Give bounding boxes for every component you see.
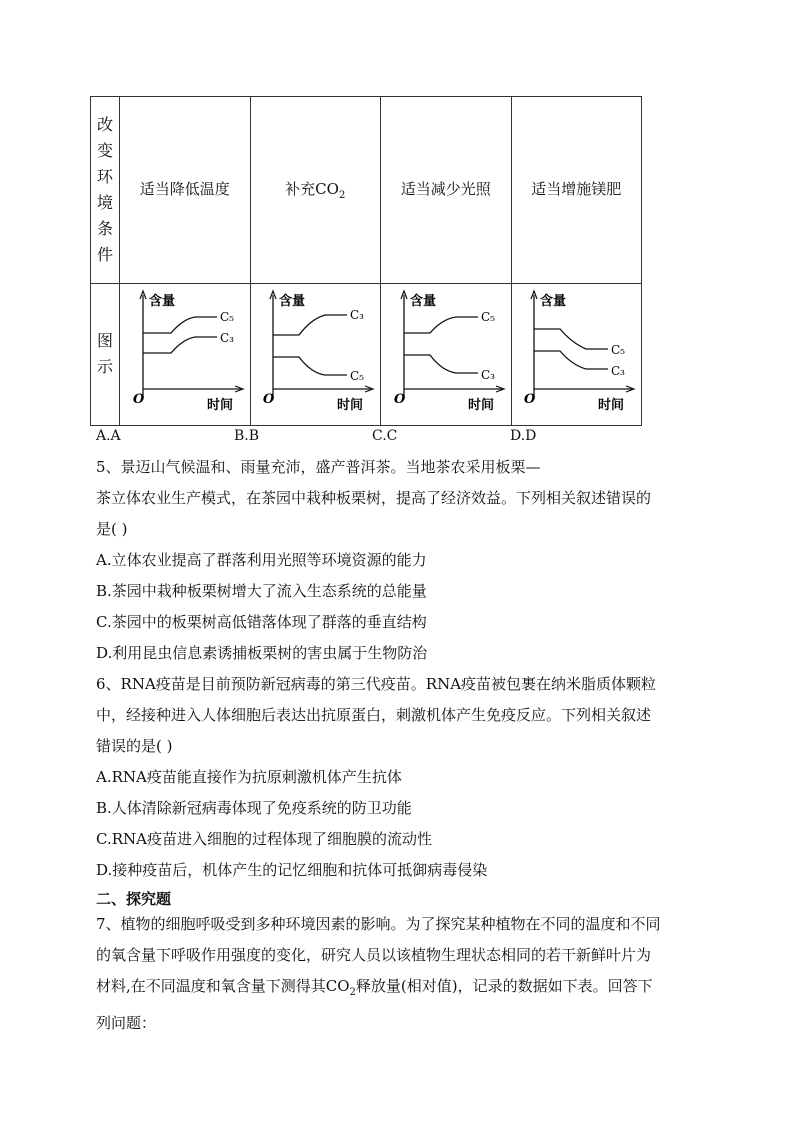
origin-label: O [393, 392, 406, 408]
row-header-char: 条 [96, 218, 113, 238]
x-axis-label: 时间 [337, 398, 364, 414]
curve-c3 [534, 351, 608, 369]
y-axis-label: 含量 [540, 294, 567, 310]
origin-label: O [263, 392, 275, 408]
condition-cell-c [381, 97, 512, 284]
section-heading: 二、探究题 [96, 890, 172, 908]
q5-option-c: C.茶园中的板栗树高低错落体现了群落的垂直结构 [96, 613, 427, 631]
q7-line: 的氧含量下呼吸作用强度的变化，研究人员以该植物生理状态相同的若干新鲜叶片为 [96, 946, 652, 964]
row-header-char: 境 [96, 192, 113, 212]
condition-cell-d [511, 97, 642, 284]
q5-stem-line: 5、景迈山气候温和、雨量充沛，盛产普洱茶。当地茶农采用板栗— [96, 458, 541, 476]
q7-sub: 2 [349, 987, 356, 998]
curve-c5 [273, 357, 347, 375]
curve-c3 [404, 355, 478, 373]
q6-option-a: A.RNA疫苗能直接作为抗原刺激机体产生抗体 [96, 768, 402, 786]
x-axis-label: 时间 [467, 398, 494, 414]
graph-cell-c [381, 283, 512, 425]
q7-line: 7、植物的细胞呼吸受到多种环境因素的影响。为了探究某种植物在不同的温度和不同 [96, 915, 661, 933]
q5-option-b: B.茶园中栽种板栗树增大了流入生态系统的总能量 [96, 582, 427, 600]
question-5 [96, 452, 706, 669]
conditions-table [90, 96, 642, 426]
condition-text: 适当减少光照 [400, 180, 491, 199]
q7-text: 释放量(相对值)，记录的数据如下表。回答下 [355, 977, 653, 995]
row-header-graphs [91, 283, 120, 425]
row-header-char: 件 [96, 244, 113, 264]
q5-option-a: A.立体农业提高了群落利用光照等环境资源的能力 [96, 551, 427, 569]
c3-label: C₃ [350, 308, 365, 323]
curve-c3 [143, 337, 217, 353]
graph-cell-b [250, 283, 381, 425]
origin-label: O [132, 392, 145, 408]
c5-label: C₅ [611, 343, 626, 358]
q5-stem-line: 是( ) [96, 520, 128, 538]
question-6 [96, 669, 706, 886]
curve-c5 [143, 317, 217, 333]
graph-cell-a [120, 283, 251, 425]
c5-label: C₅ [219, 310, 234, 325]
option-d: D.D [510, 428, 537, 444]
question-7 [96, 909, 706, 1039]
row-header-char: 改 [96, 114, 113, 134]
condition-cell-a [120, 97, 251, 284]
condition-sub: 2 [338, 190, 346, 202]
row-header-char: 变 [96, 140, 113, 160]
row-header-char: 图 [96, 331, 113, 351]
x-axis-label: 时间 [206, 398, 233, 414]
condition-cell-b [250, 97, 381, 284]
row-header-conditions [91, 97, 120, 284]
option-b: B.B [234, 428, 260, 444]
q6-stem-line: 中，经接种进入人体细胞后表达出抗原蛋白，刺激机体产生免疫反应。下列相关叙述 [96, 706, 652, 724]
q6-option-c: C.RNA疫苗进入细胞的过程体现了细胞膜的流动性 [96, 830, 432, 848]
c3-label: C₃ [480, 368, 495, 383]
graph-a [123, 285, 247, 423]
curve-c3 [273, 315, 347, 335]
curve-c5 [534, 329, 608, 349]
y-axis-label: 含量 [148, 294, 175, 310]
row-header-char: 环 [96, 166, 113, 186]
q4-options [96, 428, 656, 446]
origin-label: O [524, 392, 536, 408]
q5-stem-line: 茶立体农业生产模式，在茶园中栽种板栗树，提高了经济效益。下列相关叙述错误的 [96, 489, 652, 507]
q7-line: 列问题： [96, 1014, 157, 1032]
q6-stem-line: 6、RNA疫苗是目前预防新冠病毒的第三代疫苗。RNA疫苗被包裹在纳米脂质体颗粒 [96, 675, 657, 693]
curve-c5 [404, 317, 478, 333]
graph-cell-d [511, 283, 642, 425]
condition-text: 适当增施镁肥 [531, 180, 622, 199]
y-axis-label: 含量 [279, 294, 306, 310]
q6-option-b: B.人体清除新冠病毒体现了免疫系统的防卫功能 [96, 799, 412, 817]
c3-label: C₃ [611, 364, 626, 379]
condition-text: 补充CO [285, 180, 339, 199]
c3-label: C₃ [219, 331, 234, 346]
c5-label: C₅ [350, 369, 365, 384]
graph-d [514, 285, 638, 423]
table-row-conditions [91, 97, 642, 284]
c5-label: C₅ [480, 310, 495, 325]
y-axis-label: 含量 [409, 294, 436, 310]
option-c: C.C [372, 428, 398, 444]
q7-text: 材料,在不同温度和氧含量下测得其CO [96, 977, 350, 995]
graph-c [384, 285, 508, 423]
condition-text: 适当降低温度 [139, 180, 230, 199]
q6-option-d: D.接种疫苗后，机体产生的记忆细胞和抗体可抵御病毒侵染 [96, 861, 488, 879]
q7-line [96, 971, 706, 1008]
q5-option-d: D.利用昆虫信息素诱捕板栗树的害虫属于生物防治 [96, 644, 428, 662]
row-header-char: 示 [96, 357, 113, 377]
option-a: A.A [96, 428, 121, 444]
x-axis-label: 时间 [598, 398, 625, 414]
q6-stem-line: 错误的是( ) [96, 737, 173, 755]
table-row-graphs [91, 283, 642, 425]
graph-b [253, 285, 377, 423]
